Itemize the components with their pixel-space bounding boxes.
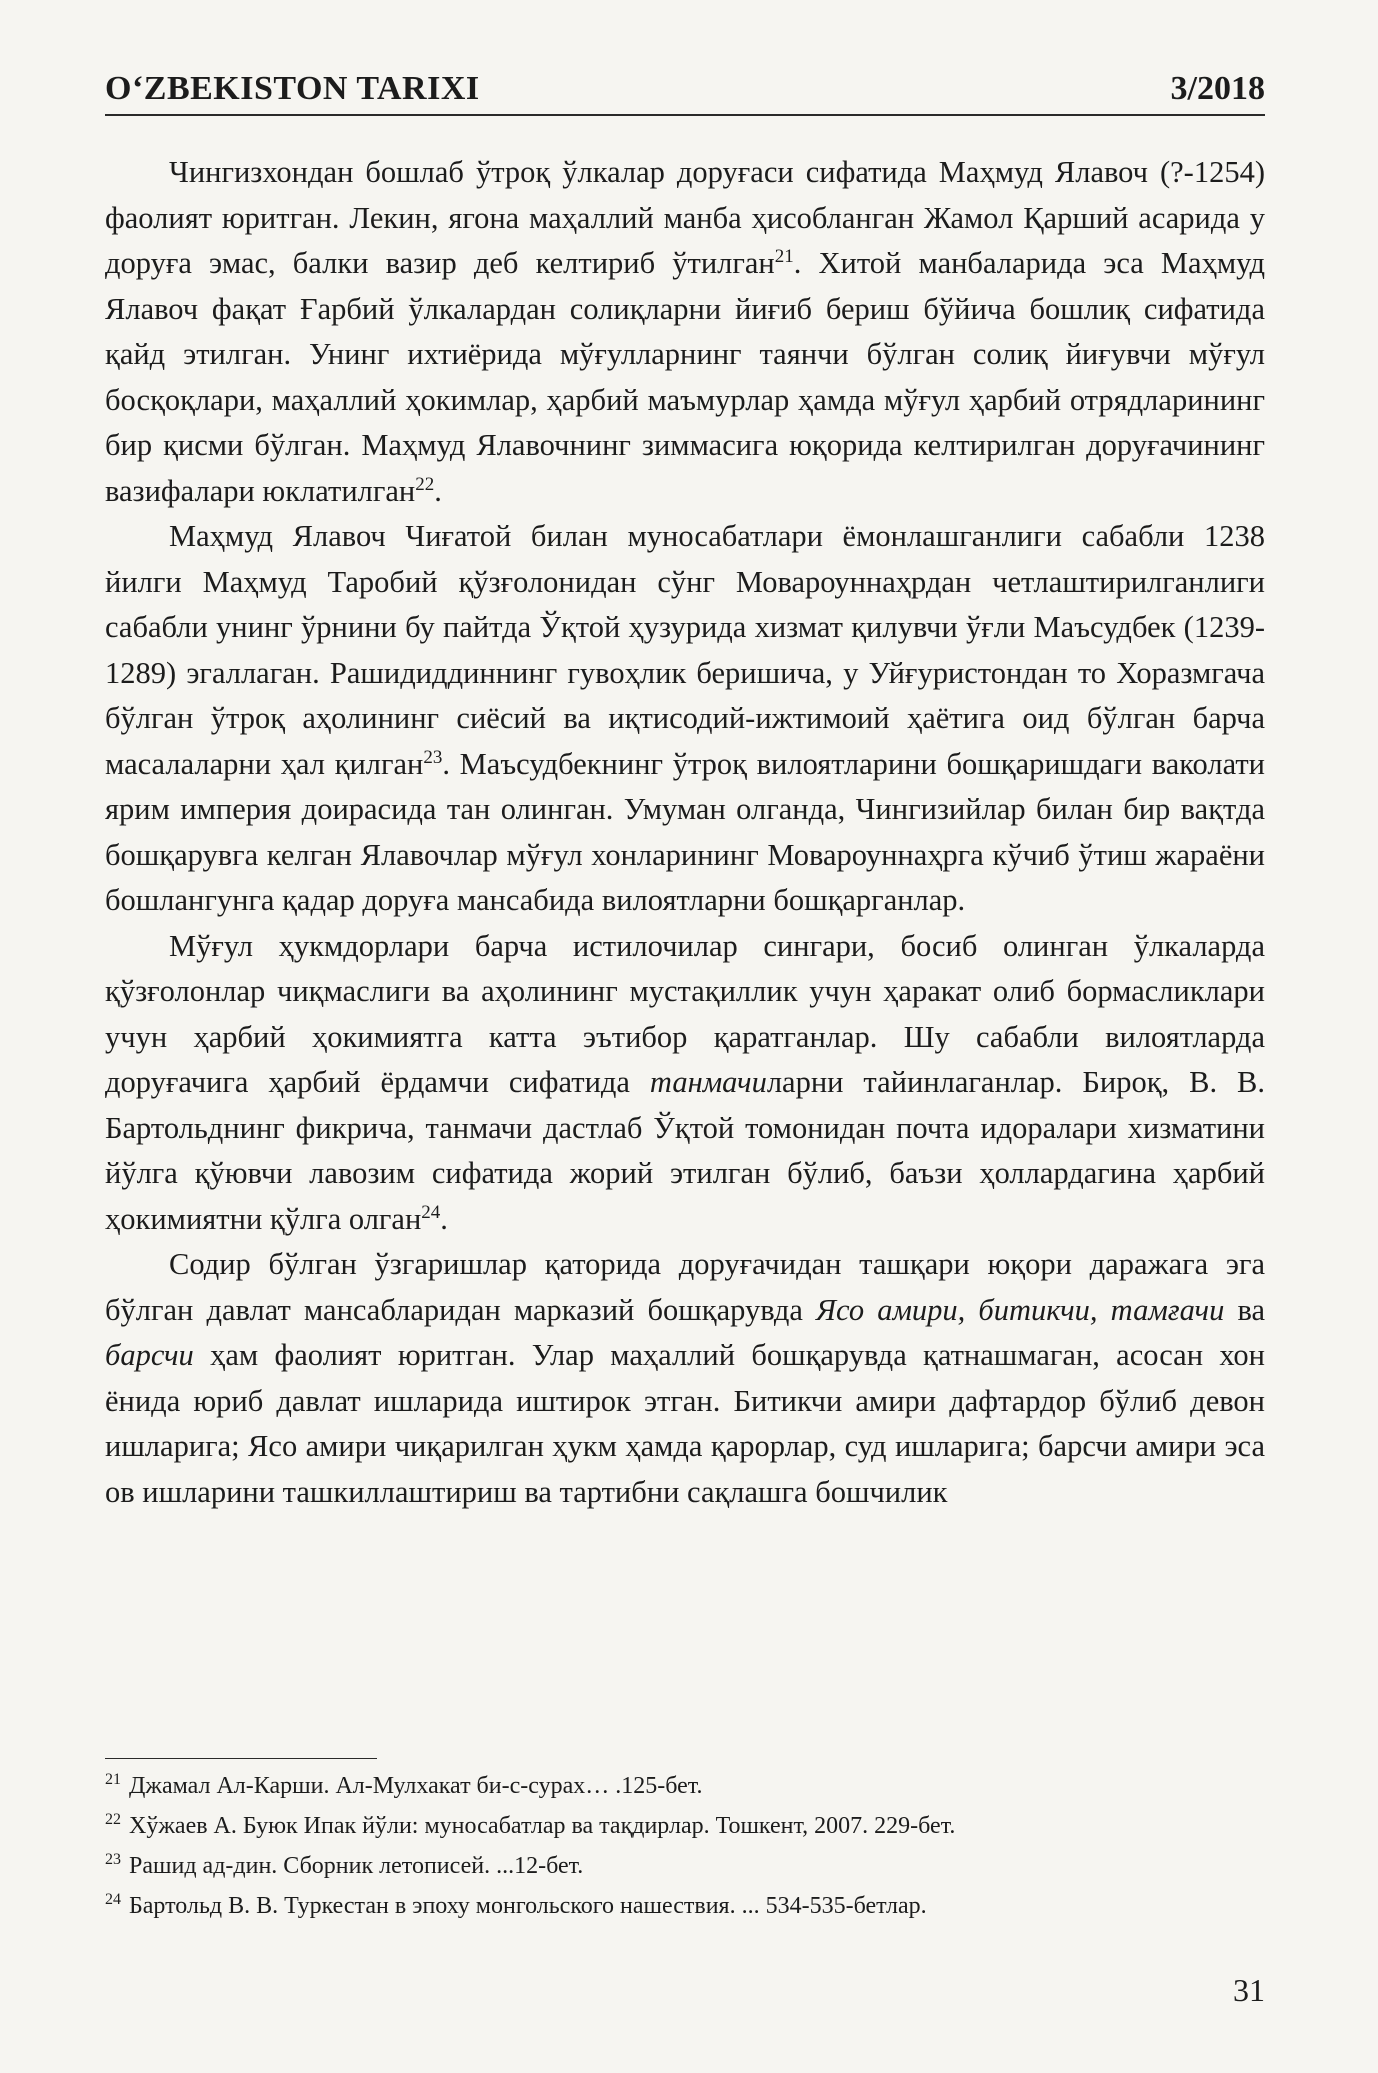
footnote-number: 23: [105, 1851, 121, 1868]
paragraph-text: Чингизхондан бошлаб ўтроқ ўлкалар доруғаси сифатида Маҳмуд Ялавоч (?-1254) фаолият юритган. Лекин, ягона маҳаллий манба ҳисобланган Жамол Қарший асарида у доруға эмас, балки вазир деб келтириб ўтилган: [105, 155, 1265, 280]
paragraph: [105, 514, 1265, 924]
footnote-number: 21: [105, 1771, 121, 1788]
footnote-ref: 23: [423, 746, 443, 768]
journal-page: [105, 0, 1265, 2073]
footnote-ref: 21: [774, 245, 794, 267]
footnote-ref: 24: [421, 1201, 441, 1223]
paragraph-text: Мўғул ҳукмдорлари барча истилочилар сингари, босиб олинган ўлкаларда қўзғолонлар чиқмаслиги ва аҳолининг мустақиллик учун ҳаракат олиб бормасликлари учун ҳарбий ҳокимиятга катта эътибор қаратганлар. Шу сабабли вилоятларда доруғачига ҳарбий ёрдамчи сифатида: [105, 928, 1265, 1099]
footnote: [105, 1846, 1265, 1886]
paragraph-text: ва: [1224, 1292, 1265, 1327]
article-body: [105, 150, 1265, 1515]
paragraph: [105, 1242, 1265, 1515]
footnote-ref: 22: [415, 473, 435, 495]
italic-term: барсчи: [105, 1338, 194, 1372]
paragraph: [105, 150, 1265, 514]
paragraph-text: ҳам фаолият юритган. Улар маҳаллий бошқарувда қатнашмаган, асосан хон ёнида юриб давлат ишларида иштирок этган. Битикчи амири дафтардор бўлиб девон ишларига; Ясо амири чиқарилган ҳукм ҳамда қарорлар, суд ишларига; барсчи амири эса ов ишларини ташкиллаштириш ва тартибни сақлашга бошчилик: [105, 1338, 1265, 1509]
paragraph-text: .: [434, 473, 442, 508]
footnote: [105, 1766, 1265, 1806]
footnote-text: Джамал Ал-Карши. Ал-Мулхакат би-с-сурах… .125-бет.: [129, 1773, 703, 1799]
footnote: [105, 1886, 1265, 1926]
footnote-number: 24: [105, 1891, 121, 1908]
italic-term: танмачи: [649, 1065, 767, 1099]
footnote-text: Бартольд В. В. Туркестан в эпоху монгольского нашествия. ... 534-535-бетлар.: [129, 1893, 927, 1919]
paragraph-text: ларни тайинлаганлар. Бироқ, В. В. Бартольднинг фикрича, танмачи дастлаб Ўқтой томонидан почта идоралари хизматини йўлга қўювчи лавозим сифатида жорий этилган бўлиб, баъзи ҳоллардагина ҳарбий ҳокимиятни қўлга олган: [105, 1065, 1265, 1236]
journal-title: O‘ZBEKISTON TARIXI: [105, 70, 480, 107]
footnote-number: 22: [105, 1811, 121, 1828]
paragraph-text: Содир бўлган ўзгаришлар қаторида доруғачидан ташқари юқори даражага эга бўлган давлат мансабларидан марказий бошқарувда: [105, 1247, 1265, 1327]
footnotes: [105, 1766, 1265, 1926]
paragraph: [105, 924, 1265, 1243]
page-number: 31: [1233, 1972, 1265, 2008]
paragraph-text: . Хитой манбаларида эса Маҳмуд Ялавоч фақат Ғарбий ўлкалардан солиқларни йиғиб бериш бўйича бошлиқ сифатида қайд этилган. Унинг ихтиёрида мўғулларнинг таянчи бўлган солиқ йиғувчи мўғул босқоқлари, маҳаллий ҳокимлар, ҳарбий маъмурлар ҳамда мўғул ҳарбий отрядларининг бир қисми бўлган. Маҳмуд Ялавочнинг зиммасига юқорида келтирилган доруғачининг вазифалари юклатилган: [105, 246, 1265, 508]
paragraph-text: Маҳмуд Ялавоч Чиғатой билан муносабатлари ёмонлашганлиги сабабли 1238 йилги Маҳмуд Таробий қўзғолонидан сўнг Мовароуннаҳрдан четлаштирилганлиги сабабли унинг ўрнини бу пайтда Ўқтой ҳузурида хизмат қилувчи ўғли Маъсудбек (1239-1289) эгаллаган. Рашидиддиннинг гувоҳлик беришича, у Уйғуристондан то Хоразмгача бўлган ўтроқ аҳолининг сиёсий ва иқтисодий-ижтимоий ҳаётига оид бўлган барча масалаларни ҳал қилган: [105, 519, 1265, 781]
footnote-text: Рашид ад-дин. Сборник летописей. ...12-бет.: [129, 1853, 584, 1879]
running-header: [105, 58, 1265, 116]
footnote: [105, 1806, 1265, 1846]
paragraph-text: .: [440, 1201, 448, 1236]
italic-term: Ясо амири, битикчи, тамғачи: [816, 1292, 1225, 1327]
issue-number: 3/2018: [1170, 70, 1265, 107]
footnote-text: Хўжаев А. Буюк Ипак йўли: муносабатлар ва тақдирлар. Тошкент, 2007. 229-бет.: [129, 1813, 956, 1839]
paragraph-text: . Маъсудбекнинг ўтроқ вилоятларини бошқаришдаги ваколати ярим империя доирасида тан олинган. Умуман олганда, Чингизийлар билан бир вақтда бошқарувга келган Ялавочлар мўғул хонларининг Мовароуннаҳрга кўчиб ўтиш жараёни бошлангунга қадар доруға мансабида вилоятларни бошқарганлар.: [105, 746, 1265, 917]
footnote-divider: [105, 1758, 377, 1759]
